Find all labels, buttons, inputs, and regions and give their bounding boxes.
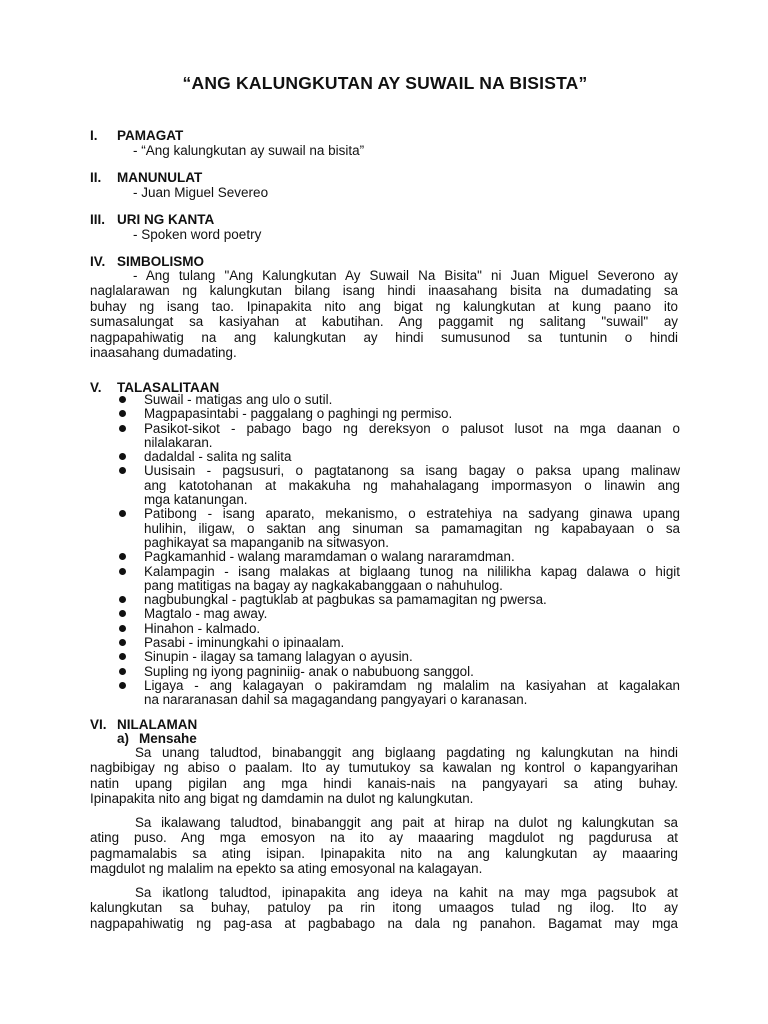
bullet-icon	[119, 453, 126, 460]
bullet-icon	[119, 568, 126, 575]
subsection-heading-mensahe	[117, 731, 197, 746]
section-number: V.	[90, 380, 102, 395]
section-title: SIMBOLISMO	[117, 254, 204, 269]
vocabulary-item	[90, 450, 680, 464]
vocabulary-line: ang katotohanan at makakuha ng mahahalagang impormasyon o linawin ang	[144, 477, 680, 493]
bullet-icon	[119, 682, 126, 689]
vocabulary-item	[90, 593, 680, 607]
bullet-icon	[119, 396, 126, 403]
vocabulary-item	[90, 507, 680, 550]
manunulat-value: - Juan Miguel Severeo	[133, 185, 269, 200]
paragraph-line: Sa ikalawang taludtod, binabanggit ang pait at hirap na dulot ng kalungkutan sa	[135, 815, 678, 830]
paragraph-line: nagpapahiwatig na ang kalungkutan ay hindi sumusunod sa tuntunin o hindi	[90, 329, 678, 345]
bullet-icon	[119, 610, 126, 617]
section-heading-pamagat	[90, 128, 183, 143]
vocabulary-text	[144, 550, 680, 564]
vocabulary-line: Hinahon - kalmado.	[144, 620, 261, 636]
vocabulary-line: Pasikot-sikot - pabago bago ng dereksyon o palusot lusot na mga daanan o	[144, 420, 680, 436]
section-title: URI NG KANTA	[117, 212, 215, 227]
vocabulary-item	[90, 550, 680, 564]
vocabulary-line: Kalampagin - isang malakas at biglaang tunog na nililikha kapag dalawa o higit	[144, 563, 680, 579]
vocabulary-text	[144, 464, 680, 507]
paragraph-line: Sa unang taludtod, binabanggit ang biglaang pagdating ng kalungkutan na hindi	[135, 745, 678, 760]
simbolismo-paragraph	[90, 268, 678, 360]
vocabulary-line: Sinupin - ilagay sa tamang lalagyan o ayusin.	[144, 649, 413, 665]
vocabulary-line: Supling ng iyong pagniniig- anak o nabubuong sanggol.	[144, 663, 474, 679]
paragraph-line: naglalarawan ng kalungkutan bilang isang hindi inaasahang bisita na dumadating sa	[90, 283, 678, 299]
vocabulary-text	[144, 393, 680, 407]
vocabulary-line: Magtalo - mag away.	[144, 606, 268, 622]
vocabulary-line: Ligaya - ang kalagayan o pakiramdam ng malalim na kasiyahan at kagalakan	[144, 677, 680, 693]
bullet-icon	[119, 410, 126, 417]
bullet-icon	[119, 639, 126, 646]
paragraph-line: magdulot ng malalim na epekto sa ating emosyonal na kalagayan.	[90, 861, 483, 877]
vocabulary-item	[90, 622, 680, 636]
vocabulary-line: Magpapasintabi - paggalang o paghingi ng permiso.	[144, 406, 453, 422]
vocabulary-text	[144, 622, 680, 636]
paragraph-line: - Ang tulang "Ang Kalungkutan Ay Suwail Na Bisita" ni Juan Miguel Severono ay	[133, 268, 678, 283]
mensahe-paragraph-2	[90, 815, 678, 877]
vocabulary-item	[90, 650, 680, 664]
section-heading-uri-ng-kanta	[90, 212, 214, 227]
paragraph-line: kalungkutan sa buhay, patuloy pa rin itong umaagos tulad ng ilog. Ito ay	[90, 900, 678, 916]
bullet-icon	[119, 653, 126, 660]
vocabulary-line: pang matitigas na bagay ay nagkakabanggaan o nahuhulog.	[144, 577, 503, 593]
section-number: II.	[90, 170, 102, 185]
section-title: MANUNULAT	[117, 170, 203, 185]
vocabulary-line: nagbubungkal - pagtuklab at pagbukas sa pamamagitan ng pwersa.	[144, 592, 547, 608]
vocabulary-line: paghikayat sa mapanganib na sitwasyon.	[144, 534, 389, 550]
vocabulary-text	[144, 607, 680, 621]
vocabulary-text	[144, 407, 680, 421]
paragraph-line: nagpapahiwatig ng pag-asa at pagbabago na dala ng panahon. Bagamat may mga	[90, 915, 678, 931]
bullet-icon	[119, 467, 126, 474]
section-title: PAMAGAT	[117, 128, 184, 143]
section-number: I.	[90, 128, 98, 143]
bullet-icon	[119, 625, 126, 632]
paragraph-line: Sa ikatlong taludtod, ipinapakita ang ideya na kahit na may mga pagsubok at	[135, 885, 678, 900]
vocabulary-line: Pagkamanhid - walang maramdaman o walang nararamdman.	[144, 549, 515, 565]
vocabulary-item	[90, 565, 680, 594]
vocabulary-item	[90, 393, 680, 407]
bullet-icon	[119, 596, 126, 603]
section-number: IV.	[90, 254, 106, 269]
subsection-label: a)	[117, 731, 130, 746]
paragraph-line: pagmamalabis sa ating isipan. Ipinapakita nito na ang kalungkutan ay maaaring	[90, 845, 678, 861]
vocabulary-text	[144, 679, 680, 708]
vocabulary-item	[90, 607, 680, 621]
document-title: “ANG KALUNGKUTAN AY SUWAIL NA BISISTA”	[182, 73, 588, 93]
vocabulary-line: Suwail - matigas ang ulo o sutil.	[144, 392, 333, 407]
vocabulary-line: dadaldal - salita ng salita	[144, 449, 292, 465]
paragraph-line: buhay ng isang tao. Ipinapakita nito ang bigat ng kalungkutan at kung paano ito	[90, 298, 678, 314]
uri-ng-kanta-value: - Spoken word poetry	[133, 227, 262, 242]
vocabulary-text	[144, 665, 680, 679]
vocabulary-line: hulihin, iligaw, o saktan ang sinuman sa pamamagitan ng kapabayaan o sa	[144, 520, 680, 536]
section-number: VI.	[90, 717, 107, 732]
mensahe-paragraph-3	[90, 885, 678, 931]
section-title: NILALAMAN	[117, 717, 198, 732]
vocabulary-item	[90, 665, 680, 679]
vocabulary-text	[144, 650, 680, 664]
vocabulary-item	[90, 407, 680, 421]
vocabulary-text	[144, 422, 680, 451]
paragraph-line: inaasahang dumadating.	[90, 344, 237, 360]
vocabulary-text	[144, 507, 680, 550]
vocabulary-line: Patibong - isang aparato, mekanismo, o estratehiya na sadyang ginawa upang	[144, 506, 680, 522]
vocabulary-text	[144, 636, 680, 650]
paragraph-line: Ipinapakita nito ang bigat ng damdamin na dulot ng kalungkutan.	[90, 791, 474, 807]
vocabulary-line: nilalakaran.	[144, 434, 213, 450]
subsection-title: Mensahe	[139, 731, 197, 746]
vocabulary-line: mga katanungan.	[144, 492, 248, 508]
section-title: TALASALITAAN	[117, 380, 220, 395]
paragraph-line: sumasalungat sa kasiyahan at kabutihan. Ang paggamit ng salitang "suwail" ay	[90, 314, 678, 330]
vocabulary-text	[144, 565, 680, 594]
paragraph-line: nagbibigay ng abiso o paalam. Ito ay tumutukoy sa kawalan ng kontrol o kapangyarihan	[90, 760, 678, 776]
vocabulary-line: Pasabi - iminungkahi o ipinaalam.	[144, 635, 345, 651]
paragraph-line: natin upang pigilan ang mga hindi kanais-nais na pangyayari sa ating buhay.	[90, 775, 678, 791]
paragraph-line: ating puso. Ang mga emosyon na ito ay maaaring magdulot ng pagdurusa at	[90, 830, 678, 846]
pamagat-value: - “Ang kalungkutan ay suwail na bisita”	[133, 143, 365, 158]
section-heading-nilalaman	[90, 717, 197, 732]
vocabulary-text	[144, 593, 680, 607]
section-number: III.	[90, 212, 106, 227]
bullet-icon	[119, 510, 126, 517]
section-heading-simbolismo	[90, 254, 204, 269]
vocabulary-line: Uusisain - pagsusuri, o pagtatanong sa isang bagay o paksa upang malinaw	[144, 463, 680, 479]
vocabulary-line: na nararanasan dahil sa magagandang pangyayari o karanasan.	[144, 692, 528, 708]
vocabulary-list	[90, 393, 680, 708]
bullet-icon	[119, 553, 126, 560]
mensahe-paragraph-1	[90, 745, 678, 807]
bullet-icon	[119, 425, 126, 432]
vocabulary-item	[90, 679, 680, 708]
vocabulary-item	[90, 464, 680, 507]
vocabulary-text	[144, 450, 680, 464]
bullet-icon	[119, 668, 126, 675]
vocabulary-item	[90, 636, 680, 650]
section-heading-manunulat	[90, 170, 202, 185]
vocabulary-item	[90, 422, 680, 451]
